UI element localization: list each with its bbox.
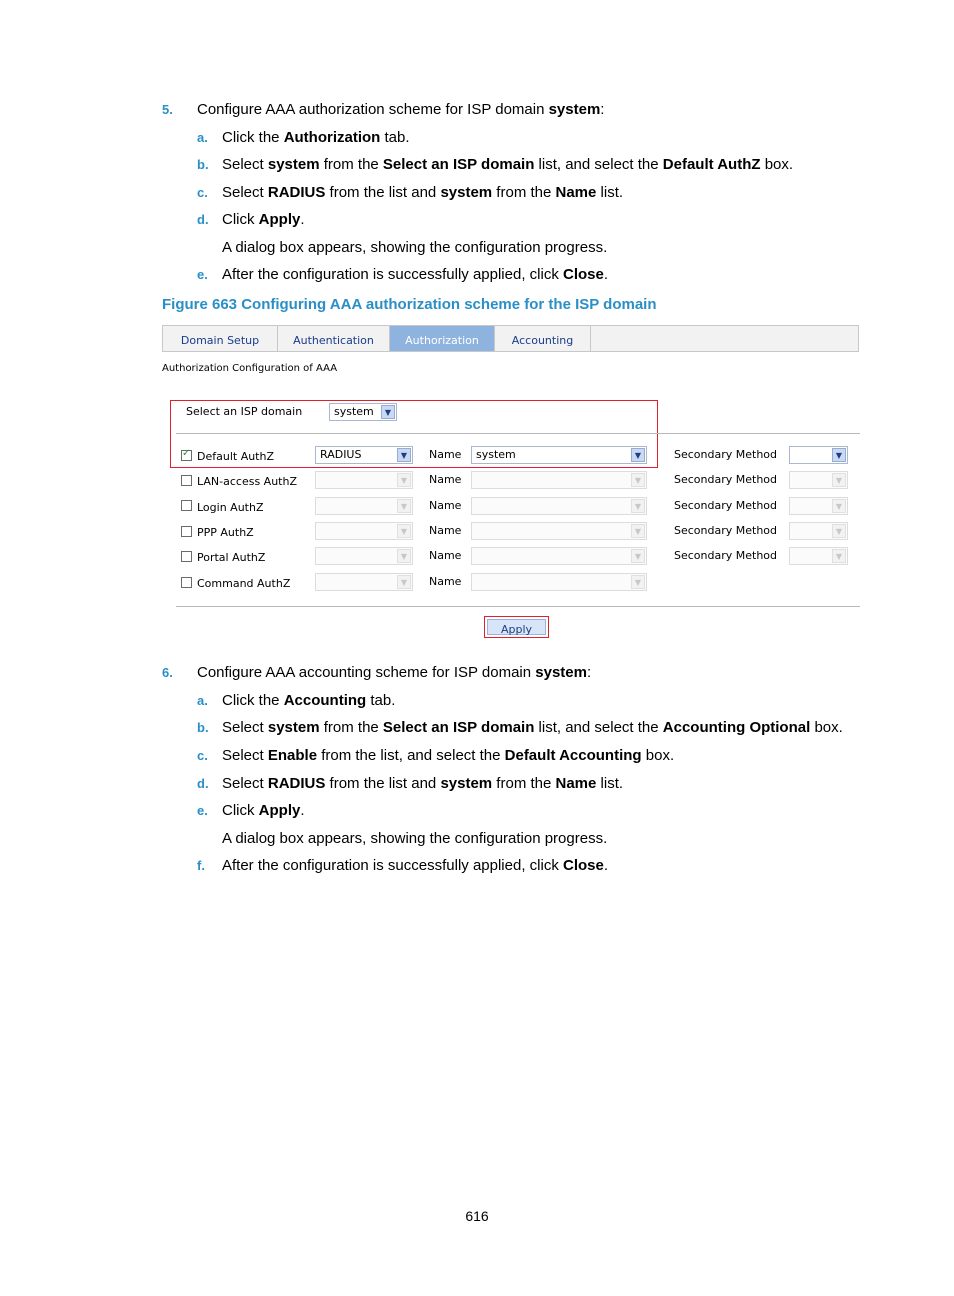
- checkbox-default-authz[interactable]: [181, 450, 192, 461]
- checkbox-command-authz[interactable]: [181, 577, 192, 588]
- step6-note: A dialog box appears, showing the configuration progress.: [222, 830, 608, 847]
- name-select[interactable]: [471, 497, 647, 515]
- name-label: Name: [429, 575, 462, 588]
- name-select[interactable]: [471, 471, 647, 489]
- tab-authorization[interactable]: Authorization: [390, 326, 495, 351]
- chevron-down-icon: ▼: [397, 524, 411, 538]
- secondary-method-select[interactable]: [789, 497, 848, 515]
- divider: [176, 606, 860, 607]
- name-select[interactable]: system ▼: [471, 446, 647, 464]
- tab-authentication[interactable]: Authentication: [278, 326, 390, 351]
- chevron-down-icon: ▼: [631, 549, 645, 563]
- checkbox-portal-authz[interactable]: [181, 551, 192, 562]
- checkbox-login-authz[interactable]: [181, 500, 192, 511]
- method-select[interactable]: [315, 573, 413, 591]
- tab-domain-setup[interactable]: Domain Setup: [163, 326, 278, 351]
- secondary-method-select[interactable]: [789, 547, 848, 565]
- checkbox-ppp-authz[interactable]: [181, 526, 192, 537]
- name-label: Name: [429, 549, 462, 562]
- checkbox-lan-access-authz[interactable]: [181, 475, 192, 486]
- chevron-down-icon: ▼: [397, 575, 411, 589]
- method-select[interactable]: [315, 522, 413, 540]
- secondary-method-select[interactable]: [789, 471, 848, 489]
- name-label: Name: [429, 473, 462, 486]
- secondary-method-select[interactable]: [789, 522, 848, 540]
- chevron-down-icon: ▼: [631, 499, 645, 513]
- chevron-down-icon: ▼: [381, 405, 395, 419]
- row-label: Default AuthZ: [197, 450, 275, 463]
- divider: [176, 433, 860, 434]
- apply-highlight: [484, 616, 549, 638]
- chevron-down-icon: ▼: [397, 549, 411, 563]
- name-select[interactable]: [471, 547, 647, 565]
- apply-button[interactable]: Apply: [487, 619, 546, 635]
- page-number: 616: [465, 1208, 489, 1224]
- step-number: 6.: [162, 665, 173, 680]
- figure-caption: Figure 663 Configuring AAA authorization scheme for the ISP domain: [162, 296, 657, 313]
- tab-bar: [162, 325, 859, 352]
- chevron-down-icon: ▼: [832, 524, 846, 538]
- chevron-down-icon: ▼: [631, 575, 645, 589]
- row-label: Login AuthZ: [197, 501, 264, 514]
- name-select[interactable]: [471, 573, 647, 591]
- secondary-method-label: Secondary Method: [674, 524, 778, 537]
- method-select[interactable]: [315, 497, 413, 515]
- row-label: LAN-access AuthZ: [197, 475, 297, 488]
- chevron-down-icon: ▼: [397, 448, 411, 462]
- row-label: Portal AuthZ: [197, 551, 266, 564]
- chevron-down-icon: ▼: [397, 473, 411, 487]
- method-select[interactable]: [315, 547, 413, 565]
- name-label: Name: [429, 499, 462, 512]
- secondary-method-label: Secondary Method: [674, 499, 778, 512]
- isp-domain-label: Select an ISP domain: [186, 405, 303, 418]
- isp-domain-select[interactable]: system ▼: [329, 403, 397, 421]
- name-select[interactable]: [471, 522, 647, 540]
- chevron-down-icon: ▼: [631, 448, 645, 462]
- chevron-down-icon: ▼: [631, 473, 645, 487]
- secondary-method-label: Secondary Method: [674, 448, 778, 461]
- chevron-down-icon: ▼: [832, 473, 846, 487]
- method-select[interactable]: [315, 471, 413, 489]
- row-label: Command AuthZ: [197, 577, 291, 590]
- name-label: Name: [429, 448, 462, 461]
- chevron-down-icon: ▼: [832, 499, 846, 513]
- method-select[interactable]: RADIUS ▼: [315, 446, 413, 464]
- chevron-down-icon: ▼: [397, 499, 411, 513]
- row-label: PPP AuthZ: [197, 526, 254, 539]
- step5-note: A dialog box appears, showing the configuration progress.: [222, 239, 608, 256]
- chevron-down-icon: ▼: [832, 549, 846, 563]
- chevron-down-icon: ▼: [832, 448, 846, 462]
- tab-accounting[interactable]: Accounting: [495, 326, 591, 351]
- chevron-down-icon: ▼: [631, 524, 645, 538]
- step-number: 5.: [162, 102, 173, 117]
- name-label: Name: [429, 524, 462, 537]
- secondary-method-label: Secondary Method: [674, 473, 778, 486]
- secondary-method-select[interactable]: [789, 446, 848, 464]
- config-title: Authorization Configuration of AAA: [162, 363, 338, 374]
- secondary-method-label: Secondary Method: [674, 549, 778, 562]
